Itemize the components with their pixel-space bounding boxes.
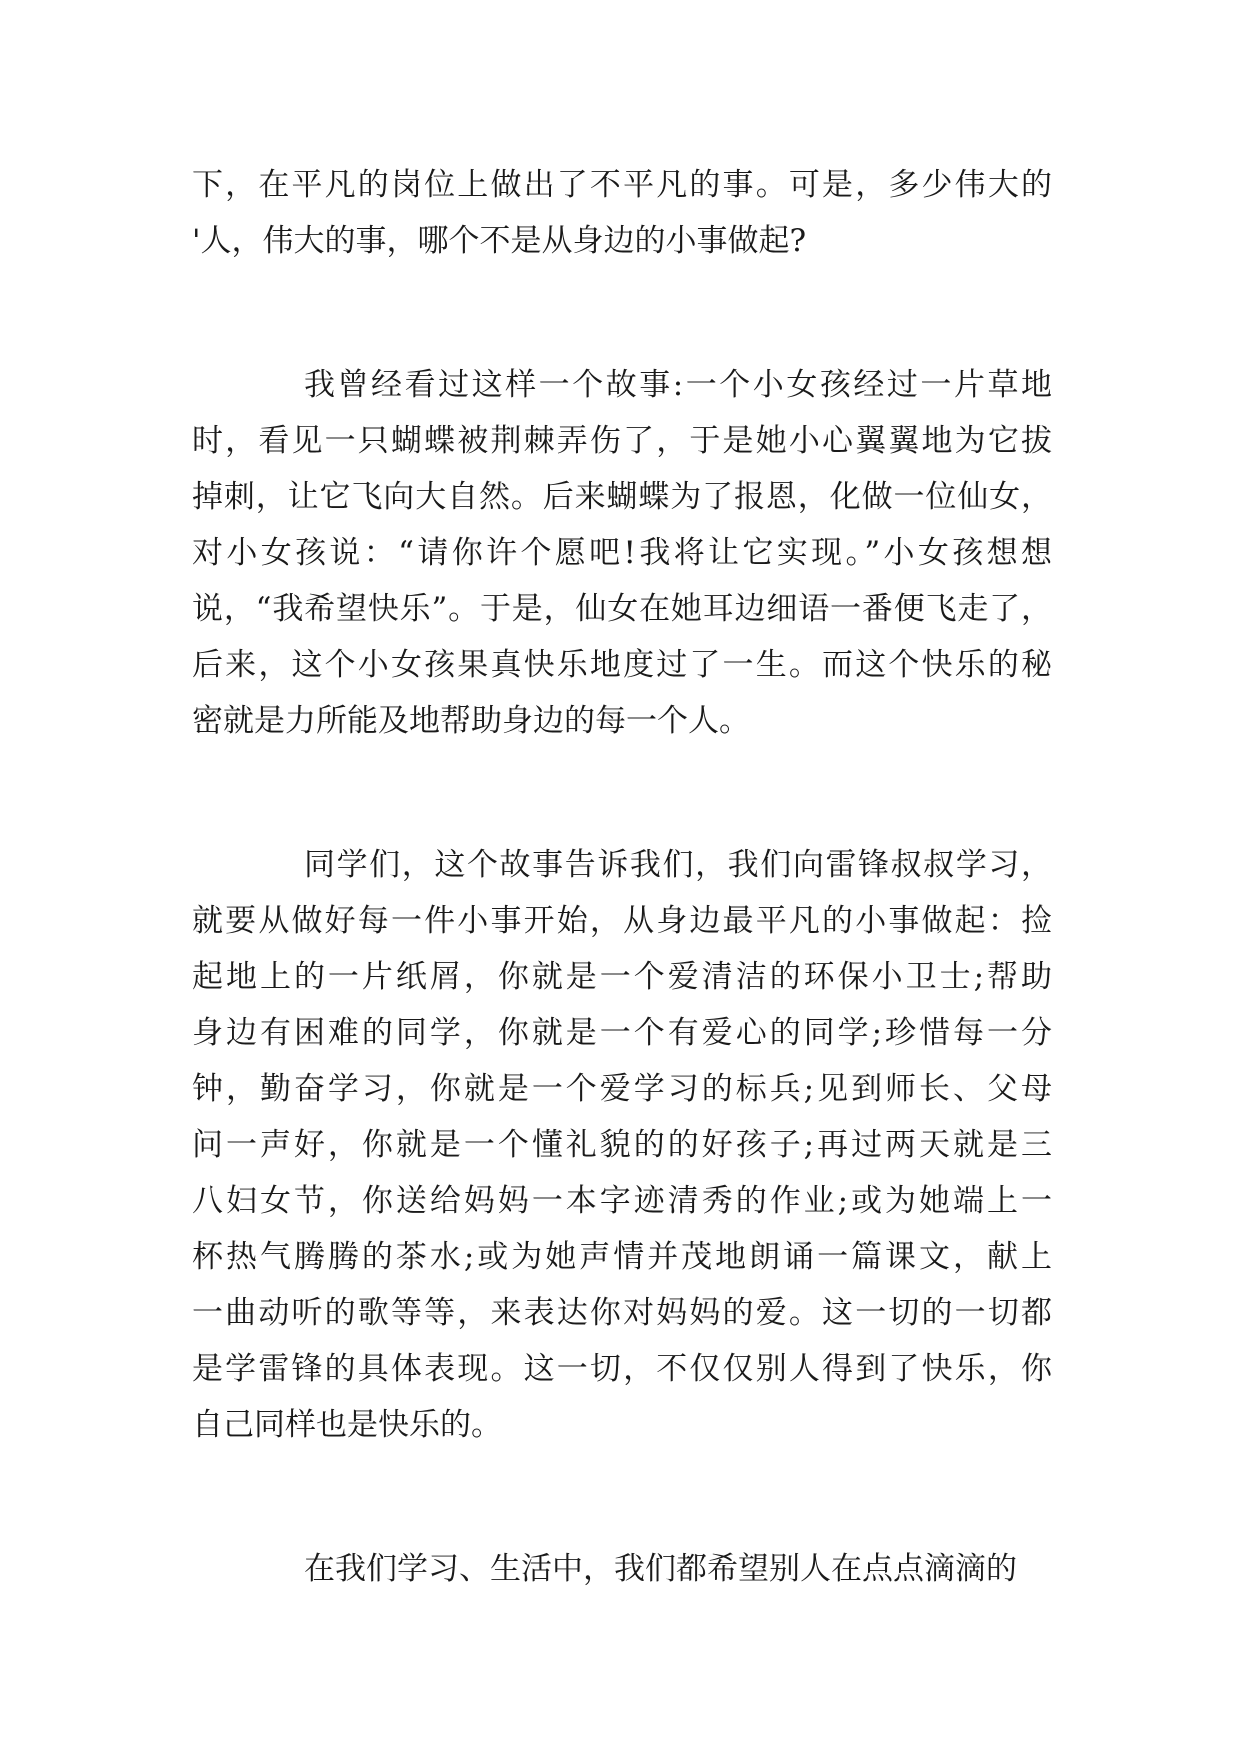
text-line: 说，“我希望快乐”。于是，仙女在她耳边细语一番便飞走了， [192,591,1052,627]
paragraph-4 [192,1541,1052,1597]
text-line: 问一声好，你就是一个懂礼貌的的好孩子;再过两天就是三 [192,1127,1052,1163]
paragraph-2 [192,357,1052,749]
paragraph-gap [192,1453,1052,1541]
text-line: 同学们，这个故事告诉我们，我们向雷锋叔叔学习， [304,847,1052,883]
document-body [192,157,1052,1597]
text-line: 下，在平凡的岗位上做出了不平凡的事。可是，多少伟大的 [192,167,1052,203]
text-line: 后来，这个小女孩果真快乐地度过了一生。而这个快乐的秘 [192,647,1052,683]
text-line: 一曲动听的歌等等，来表达你对妈妈的爱。这一切的一切都 [192,1295,1052,1331]
text-line: 钟，勤奋学习，你就是一个爱学习的标兵;见到师长、父母 [192,1071,1052,1107]
text-line: 是学雷锋的具体表现。这一切，不仅仅别人得到了快乐，你 [192,1351,1052,1387]
text-line: 密就是力所能及地帮助身边的每一个人。 [192,703,750,739]
text-line: '人，伟大的事，哪个不是从身边的小事做起? [192,223,807,259]
text-line: 我曾经看过这样一个故事:一个小女孩经过一片草地 [304,367,1052,403]
text-line: 身边有困难的同学，你就是一个有爱心的同学;珍惜每一分 [192,1015,1052,1051]
text-line: 掉刺，让它飞向大自然。后来蝴蝶为了报恩，化做一位仙女， [192,479,1052,515]
text-line: 时，看见一只蝴蝶被荆棘弄伤了，于是她小心翼翼地为它拔 [192,423,1052,459]
text-line: 就要从做好每一件小事开始，从身边最平凡的小事做起：捡 [192,903,1052,939]
text-line: 八妇女节，你送给妈妈一本字迹清秀的作业;或为她端上一 [192,1183,1052,1219]
text-line: 对小女孩说：“请你许个愿吧!我将让它实现。”小女孩想想 [192,535,1052,571]
paragraph-gap [192,749,1052,837]
text-line: 在我们学习、生活中，我们都希望别人在点点滴滴的 [304,1551,1017,1587]
text-line: 自己同样也是快乐的。 [192,1407,502,1443]
paragraph-1 [192,157,1052,269]
text-line: 杯热气腾腾的茶水;或为她声情并茂地朗诵一篇课文，献上 [192,1239,1052,1275]
paragraph-3 [192,837,1052,1453]
paragraph-gap [192,269,1052,357]
text-line: 起地上的一片纸屑，你就是一个爱清洁的环保小卫士;帮助 [192,959,1052,995]
